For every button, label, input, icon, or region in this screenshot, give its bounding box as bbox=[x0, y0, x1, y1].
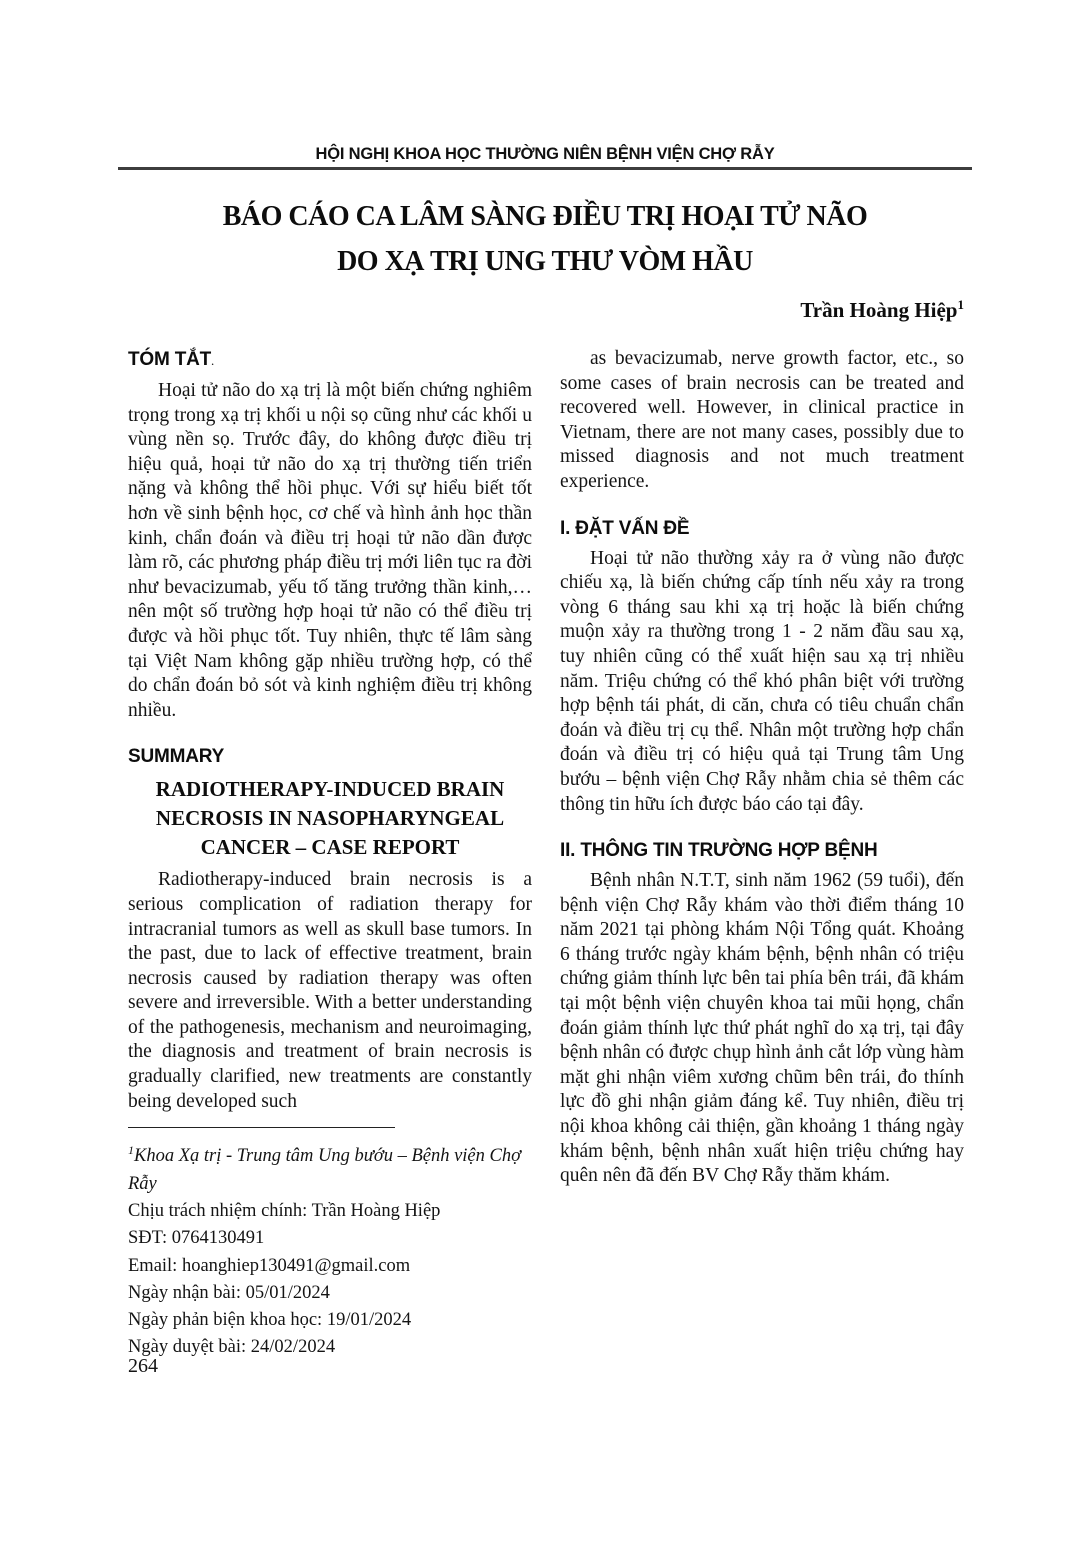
left-column bbox=[128, 347, 532, 1362]
article-title bbox=[0, 194, 1090, 284]
abstract-paragraph: Hoại tử não do xạ trị là một biến chứng nghiêm trọng trong xạ trị khối u nội sọ cũng như các khối u vùng nền sọ. Trước đây, do không được điều trị hiệu quả, hoại tử não do xạ trị thường tiến triển nặng và không thể hồi phục. Với sự hiểu biết tốt hơn về sinh bệnh học, cơ chế và hình ảnh học thần kinh, chẩn đoán và điều trị hoại tử não dần được làm rõ, các phương pháp điều trị mới liên tục ra đời như bevacizumab, yếu tố tăng trưởng thần kinh,… nên một số trường hợp hoại tử não có thể điều trị được và hồi phục tốt. Tuy nhiên, thực tế lâm sàng tại Việt Nam không gặp nhiều trường hợp, có thể do chẩn đoán bỏ sót và kinh nghiệm điều trị không nhiều. bbox=[128, 380, 532, 721]
abstract-heading-text: TÓM TẮT bbox=[128, 349, 212, 370]
footnote-affiliation bbox=[128, 1137, 532, 1198]
footnote-email: Email: hoanghiep130491@gmail.com bbox=[128, 1255, 411, 1276]
article-title-line2: DO XẠ TRỊ UNG THƯ VÒM HẦU bbox=[337, 246, 753, 277]
footnote-affiliation-marker: 1 bbox=[128, 1143, 134, 1158]
summary-title: RADIOTHERAPY-INDUCED BRAIN NECROSIS IN NASOPHARYNGEAL CANCER – CASE REPORT bbox=[155, 777, 505, 860]
summary-heading: SUMMARY bbox=[128, 746, 225, 768]
page-number: 264 bbox=[128, 1355, 158, 1377]
right-column bbox=[560, 347, 964, 1362]
footnote-corresponding-author: Chịu trách nhiệm chính: Trần Hoàng Hiệp bbox=[128, 1201, 441, 1221]
author-affiliation-marker: 1 bbox=[957, 297, 964, 312]
section2-paragraph: Bệnh nhân N.T.T, sinh năm 1962 (59 tuổi), đến bệnh viện Chợ Rẫy khám vào thời điểm tháng 10 năm 2021 tại phòng khám Nội Tổng quát. Khoảng 6 tháng trước ngày khám bệnh, bệnh nhân có triệu chứng giảm thính lực bên tai phía bên trái, đã khám tại một bệnh viện chuyên khoa tai mũi họng, chẩn đoán giảm thính lực thứ phát nghĩ do xạ trị, tại đây bệnh nhân có được chụp hình ảnh cắt lớp vùng hàm mặt ghi nhận viêm xương chũm bên trái, đo thính lực đồ ghi nhận giảm đáng kể. Tuy nhiên, điều trị nội khoa không cải thiện, gần khoảng 1 tháng ngày khám bệnh, bệnh nhân xuất hiện triệu chứng hay quên nên đã đến BV Chợ Rẫy thăm khám. bbox=[560, 870, 964, 1187]
header-divider bbox=[118, 167, 972, 170]
footnote-divider bbox=[128, 1127, 395, 1128]
article-title-line1: BÁO CÁO CA LÂM SÀNG ĐIỀU TRỊ HOẠI TỬ NÃO bbox=[222, 201, 868, 232]
footnote-accepted-date: Ngày duyệt bài: 24/02/2024 bbox=[128, 1337, 336, 1358]
section1-heading: I. ĐẶT VẤN ĐỀ bbox=[560, 517, 690, 539]
footnote-received-date: Ngày nhận bài: 05/01/2024 bbox=[128, 1282, 330, 1303]
summary-paragraph: Radiotherapy-induced brain necrosis is a serious complication of radiation therapy for intracranial tumors as well as skull base tumors. In the past, due to lack of effective treatment, brain necrosis caused by radiation therapy was often severe and irreversible. With a better understanding of the pathogenesis, mechanism and neuroimaging, the diagnosis and treatment of brain necrosis is gradually clarified, new treatments are constantly being developed such bbox=[128, 869, 532, 1112]
author-line bbox=[800, 297, 964, 323]
summary-paragraph-continuation: as bevacizumab, nerve growth factor, etc., so some cases of brain necrosis can be treated and recovered well. However, in clinical practice in Vietnam, there are not many cases, possibly due to missed diagnosis and not much treatment experience. bbox=[560, 348, 964, 492]
author-name: Trần Hoàng Hiệp bbox=[800, 298, 958, 322]
section2-heading: II. THÔNG TIN TRƯỜNG HỢP BỆNH bbox=[560, 840, 878, 862]
running-head: HỘI NGHỊ KHOA HỌC THƯỜNG NIÊN BỆNH VIỆN CHỢ RẪY bbox=[315, 145, 775, 163]
footnote-affiliation-text: Khoa Xạ trị - Trung tâm Ung bướu – Bệnh viện Chợ Rẫy bbox=[128, 1146, 521, 1194]
footnote-review-date: Ngày phản biện khoa học: 19/01/2024 bbox=[128, 1310, 412, 1331]
two-column-body bbox=[128, 347, 964, 1362]
section1-paragraph: Hoại tử não thường xảy ra ở vùng não được chiếu xạ, là biến chứng cấp tính nếu xảy ra trong vòng 6 tháng sau khi xạ trị hoặc là biến chứng muộn xảy ra thường trong 1 - 2 năm đầu sau xạ, tuy nhiên cũng có thể xuất hiện sau xạ trị nhiều năm. Triệu chứng có thể khó phân biệt với trường hợp bệnh tái phát, di căn, chưa có tiêu chuẩn chẩn đoán và điều trị cụ thể. Nhân một trường hợp chẩn đoán và điều trị có hiệu quả tại Trung tâm Ung bướu – bệnh viện Chợ Rẫy nhằm chia sẻ thêm các thông tin hữu ích được báo cáo tại đây. bbox=[560, 547, 964, 815]
abstract-heading-dot: . bbox=[211, 353, 215, 368]
footnote-block bbox=[128, 1127, 532, 1362]
footnote-phone: SĐT: 0764130491 bbox=[128, 1228, 265, 1249]
abstract-heading bbox=[128, 347, 532, 374]
